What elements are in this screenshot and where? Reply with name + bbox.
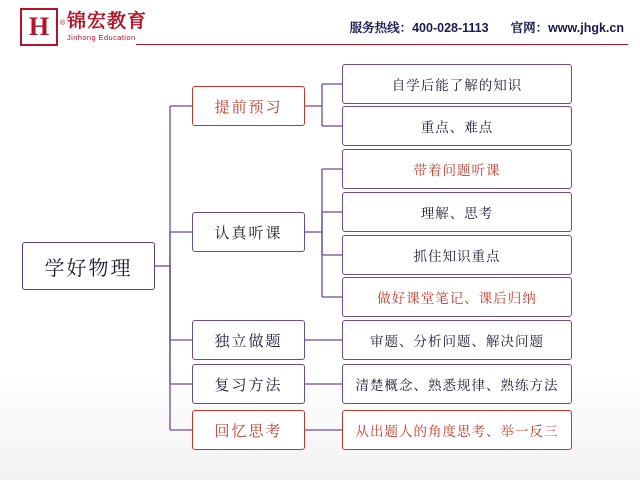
header-contact: [350, 18, 624, 36]
website-text[interactable]: 官网：www.jhgk.cn: [510, 21, 624, 35]
node-root[interactable]: 学好物理: [22, 242, 155, 290]
node-branch-2-label[interactable]: 认真听课: [192, 212, 305, 252]
node-leaf-2-2[interactable]: 理解、思考: [342, 192, 572, 232]
mindmap-diagram: [0, 56, 640, 480]
registered-trademark-icon: ®: [59, 20, 65, 27]
logo-mark-icon: [20, 8, 65, 46]
node-leaf-2-4[interactable]: 做好课堂笔记、课后归纳: [342, 277, 572, 317]
brand-logo: [20, 8, 147, 46]
brand-name-en: Jinhong Education: [67, 33, 136, 43]
node-leaf-3-1[interactable]: 审题、分析问题、解决问题: [342, 320, 572, 360]
node-branch-4-label[interactable]: 复习方法: [192, 364, 305, 404]
brand-name-cn: 锦宏教育: [67, 11, 148, 33]
header-divider: [136, 44, 628, 45]
node-leaf-2-3[interactable]: 抓住知识重点: [342, 235, 572, 275]
node-branch-3-label[interactable]: 独立做题: [192, 320, 305, 360]
node-branch-1-label[interactable]: 提前预习: [192, 86, 305, 126]
node-leaf-4-1[interactable]: 清楚概念、熟悉规律、熟练方法: [342, 364, 572, 404]
node-leaf-2-1[interactable]: 带着问题听课: [342, 149, 572, 189]
hotline-text: 服务热线：400-028-1113: [349, 21, 489, 35]
node-leaf-5-1[interactable]: 从出题人的角度思考、举一反三: [342, 410, 572, 450]
logo-mark-char: H: [28, 12, 50, 41]
page-header: [0, 0, 640, 56]
brand-name: [67, 12, 147, 42]
node-leaf-1-1[interactable]: 自学后能了解的知识: [342, 64, 572, 104]
node-leaf-1-2[interactable]: 重点、难点: [342, 106, 572, 146]
node-branch-5-label[interactable]: 回忆思考: [192, 410, 305, 450]
